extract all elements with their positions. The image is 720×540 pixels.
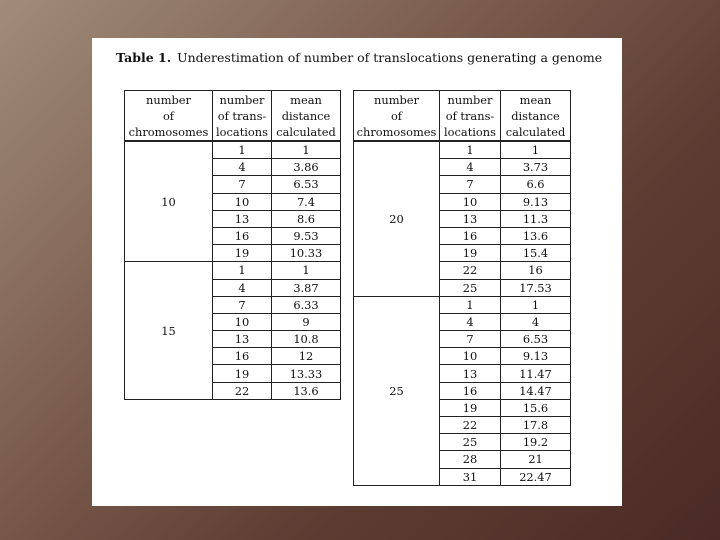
translocations-cell: 1 xyxy=(440,296,501,313)
mean-distance-cell: 9.13 xyxy=(501,193,571,210)
mean-distance-cell: 8.6 xyxy=(272,210,341,227)
slide xyxy=(92,38,622,506)
caption-label: Table 1. xyxy=(116,50,172,65)
mean-distance-cell: 16 xyxy=(501,262,571,279)
mean-distance-cell: 9.13 xyxy=(501,348,571,365)
translocations-cell: 13 xyxy=(440,210,501,227)
mean-distance-cell: 15.4 xyxy=(501,245,571,262)
translocations-cell: 28 xyxy=(440,451,501,468)
table-row xyxy=(354,141,571,159)
mean-distance-cell: 12 xyxy=(272,348,341,365)
chromosome-count-cell: 25 xyxy=(354,296,440,485)
translocations-cell: 25 xyxy=(440,434,501,451)
mean-distance-cell: 3.73 xyxy=(501,159,571,176)
mean-distance-cell: 15.6 xyxy=(501,399,571,416)
translocations-cell: 7 xyxy=(213,296,272,313)
translocations-cell: 16 xyxy=(440,227,501,244)
header-translocations: number of trans- locations xyxy=(440,91,501,142)
translocations-cell: 19 xyxy=(440,245,501,262)
translocations-cell: 10 xyxy=(440,193,501,210)
mean-distance-cell: 1 xyxy=(501,296,571,313)
mean-distance-cell: 17.8 xyxy=(501,417,571,434)
translocations-cell: 1 xyxy=(213,141,272,159)
mean-distance-cell: 7.4 xyxy=(272,193,341,210)
mean-distance-cell: 1 xyxy=(272,141,341,159)
header-mean-distance: mean distance calculated xyxy=(272,91,341,142)
translocations-cell: 22 xyxy=(440,417,501,434)
translocations-cell: 13 xyxy=(213,210,272,227)
table-row xyxy=(125,262,341,279)
mean-distance-cell: 13.33 xyxy=(272,365,341,382)
mean-distance-cell: 13.6 xyxy=(501,227,571,244)
mean-distance-cell: 3.87 xyxy=(272,279,341,296)
chromosome-count-cell: 20 xyxy=(354,141,440,296)
translocations-cell: 16 xyxy=(440,382,501,399)
mean-distance-cell: 9 xyxy=(272,313,341,330)
mean-distance-cell: 17.53 xyxy=(501,279,571,296)
mean-distance-cell: 9.53 xyxy=(272,227,341,244)
header-translocations: number of trans- locations xyxy=(213,91,272,142)
caption-text: Underestimation of number of translocations generating a genome xyxy=(177,50,603,65)
mean-distance-cell: 3.86 xyxy=(272,159,341,176)
translocations-cell: 13 xyxy=(440,365,501,382)
mean-distance-cell: 4 xyxy=(501,313,571,330)
mean-distance-cell: 6.53 xyxy=(501,331,571,348)
translocations-cell: 7 xyxy=(213,176,272,193)
translocations-cell: 7 xyxy=(440,331,501,348)
translocations-cell: 7 xyxy=(440,176,501,193)
translocations-cell: 22 xyxy=(213,382,272,399)
left-table xyxy=(124,90,341,400)
mean-distance-cell: 6.6 xyxy=(501,176,571,193)
translocations-cell: 4 xyxy=(213,279,272,296)
table-caption xyxy=(116,50,606,65)
translocations-cell: 10 xyxy=(213,313,272,330)
translocations-cell: 25 xyxy=(440,279,501,296)
right-table-body xyxy=(354,141,571,485)
chromosome-count-cell: 15 xyxy=(125,262,213,400)
mean-distance-cell: 6.33 xyxy=(272,296,341,313)
translocations-cell: 19 xyxy=(440,399,501,416)
header-chromosomes: number of chromosomes xyxy=(354,91,440,142)
mean-distance-cell: 13.6 xyxy=(272,382,341,399)
translocations-cell: 4 xyxy=(213,159,272,176)
left-table-body xyxy=(125,141,341,399)
translocations-cell: 1 xyxy=(440,141,501,159)
translocations-cell: 13 xyxy=(213,331,272,348)
translocations-cell: 4 xyxy=(440,313,501,330)
translocations-cell: 19 xyxy=(213,365,272,382)
mean-distance-cell: 14.47 xyxy=(501,382,571,399)
mean-distance-cell: 1 xyxy=(272,262,341,279)
mean-distance-cell: 1 xyxy=(501,141,571,159)
header-chromosomes: number of chromosomes xyxy=(125,91,213,142)
mean-distance-cell: 19.2 xyxy=(501,434,571,451)
translocations-cell: 16 xyxy=(213,348,272,365)
translocations-cell: 31 xyxy=(440,468,501,485)
table-row xyxy=(354,296,571,313)
translocations-cell: 19 xyxy=(213,245,272,262)
mean-distance-cell: 11.47 xyxy=(501,365,571,382)
mean-distance-cell: 10.33 xyxy=(272,245,341,262)
translocations-cell: 10 xyxy=(213,193,272,210)
mean-distance-cell: 21 xyxy=(501,451,571,468)
right-table xyxy=(353,90,571,486)
mean-distance-cell: 10.8 xyxy=(272,331,341,348)
mean-distance-cell: 11.3 xyxy=(501,210,571,227)
translocations-cell: 16 xyxy=(213,227,272,244)
translocations-cell: 10 xyxy=(440,348,501,365)
chromosome-count-cell: 10 xyxy=(125,141,213,262)
table-row xyxy=(125,141,341,159)
header-mean-distance: mean distance calculated xyxy=(501,91,571,142)
mean-distance-cell: 22.47 xyxy=(501,468,571,485)
translocations-cell: 4 xyxy=(440,159,501,176)
translocations-cell: 1 xyxy=(213,262,272,279)
mean-distance-cell: 6.53 xyxy=(272,176,341,193)
translocations-cell: 22 xyxy=(440,262,501,279)
